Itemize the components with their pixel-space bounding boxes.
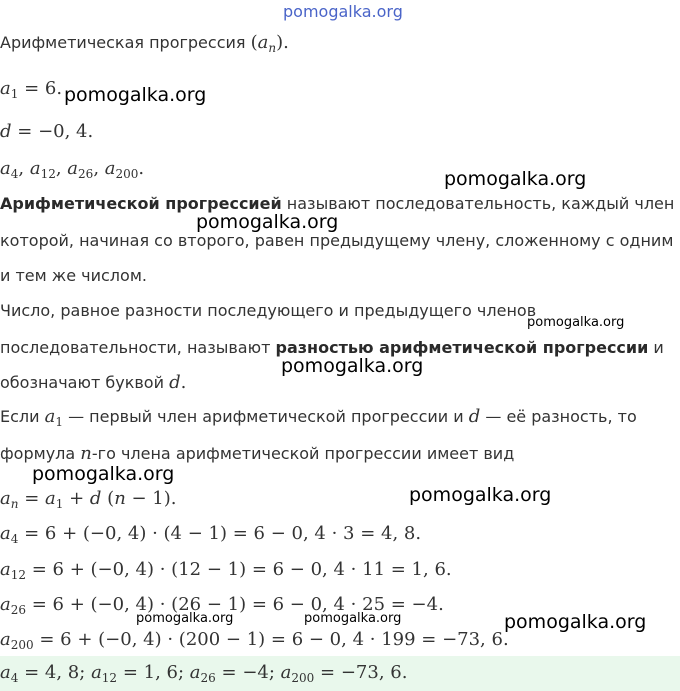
watermark: pomogalka.org bbox=[281, 355, 424, 377]
progression-symbol: $(a_n)$. bbox=[250, 32, 289, 55]
definition-line-2: которой, начиная со второго, равен предыдущему члену, сложенному с одним bbox=[0, 231, 674, 250]
watermark: pomogalka.org bbox=[136, 611, 234, 626]
watermark: pomogalka.org bbox=[409, 484, 552, 506]
difference-line-2: последовательности, называют разностью арифметической прогрессии и bbox=[0, 338, 664, 357]
site-watermark-top[interactable]: pomogalka.org bbox=[283, 2, 403, 21]
general-formula: $a_n = a_1 + d$ (n − 1). bbox=[0, 488, 177, 511]
calc-a4: $a_4 = 6 + (-0$, 4) · (4 − 1) = 6 − 0, 4 · 3 = 4, 8. bbox=[0, 523, 422, 546]
difference-line-3: обозначают буквой d. bbox=[0, 372, 187, 393]
calc-a26: $a_{26} = 6 + (-0$, 4) · (26 − 1) = 6 − 0, 4 · 25 = −4. bbox=[0, 594, 444, 617]
given-d: d = −0, 4. bbox=[0, 121, 94, 142]
definition-line-1: Арифметической прогрессией называют последовательность, каждый член bbox=[0, 194, 675, 213]
watermark: pomogalka.org bbox=[304, 611, 402, 626]
requested-members: $a_4$, $a_{12}$, $a_{26}$, $a_{200}$. bbox=[0, 158, 145, 181]
answer-line: $a_4 = 4$, 8; $a_{12} = 1$, 6; $a_{26} = -4$; $a_{200} = -73$, 6. bbox=[0, 662, 408, 685]
watermark: pomogalka.org bbox=[32, 463, 175, 485]
watermark: pomogalka.org bbox=[196, 211, 339, 233]
formula-intro-line-1: Если $a_1$ — первый член арифметической прогрессии и d — её разность, то bbox=[0, 406, 637, 429]
calc-a12: $a_{12} = 6 + (-0$, 4) · (12 − 1) = 6 − 0, 4 · 11 = 1, 6. bbox=[0, 559, 452, 582]
watermark: pomogalka.org bbox=[504, 611, 647, 633]
watermark: pomogalka.org bbox=[64, 84, 207, 106]
watermark: pomogalka.org bbox=[527, 315, 625, 330]
difference-line-1: Число, равное разности последующего и предыдущего членов bbox=[0, 301, 537, 320]
definition-line-3: и тем же числом. bbox=[0, 266, 147, 285]
given-a1: $a_1 = 6$. bbox=[0, 78, 63, 101]
progression-title: Арифметическая прогрессия $(a_n)$. bbox=[0, 32, 289, 55]
formula-intro-line-2: формула n-го члена арифметической прогрессии имеет вид bbox=[0, 443, 515, 464]
watermark: pomogalka.org bbox=[444, 168, 587, 190]
calc-a200: $a_{200} = 6 + (-0$, 4) · (200 − 1) = 6 − 0, 4 · 199 = −73, 6. bbox=[0, 629, 509, 652]
